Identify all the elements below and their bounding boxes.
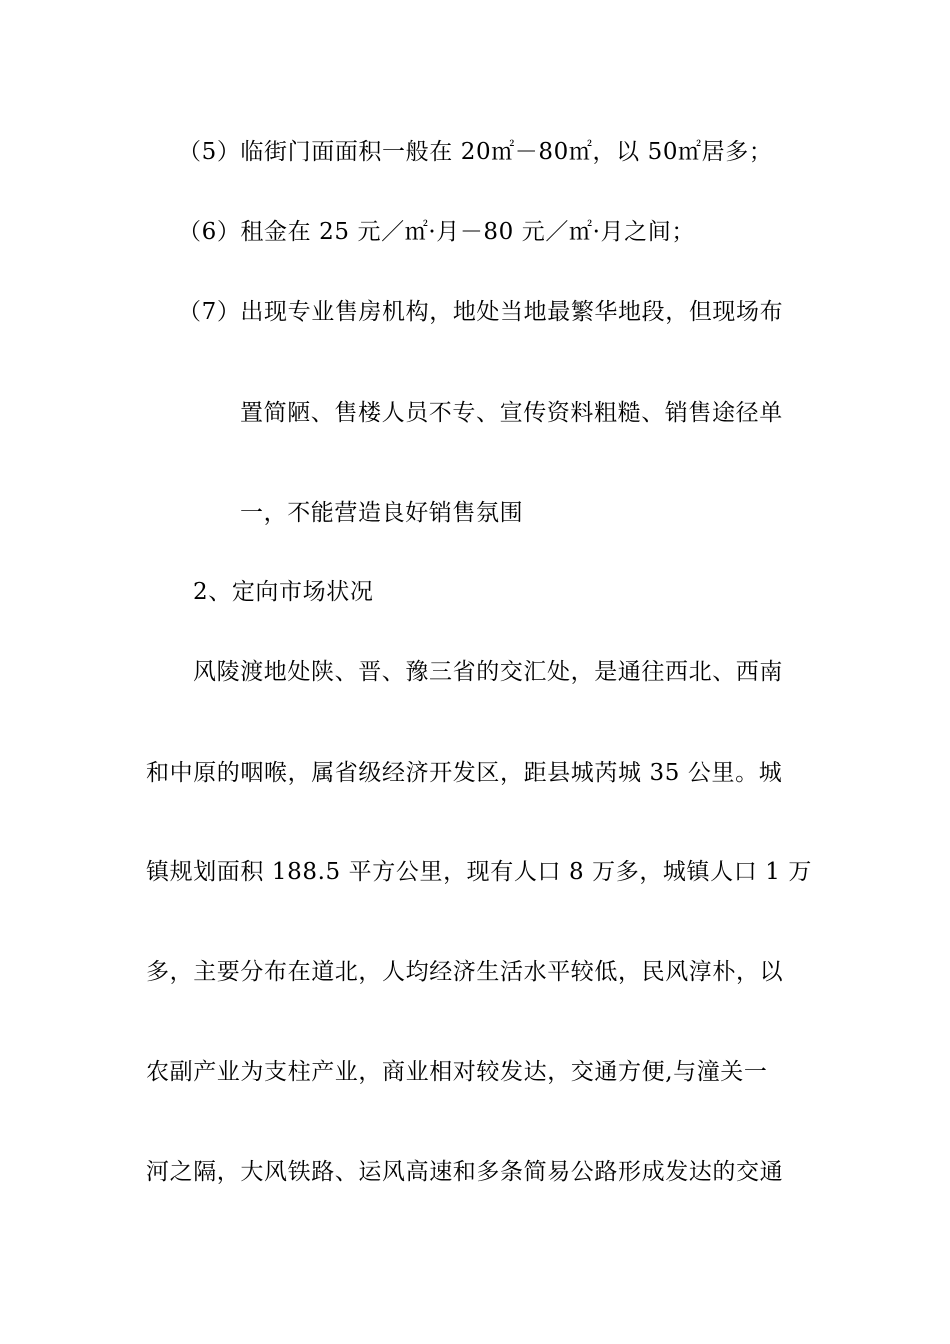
paragraph-line: 镇规划面积 188.5 平方公里，现有人口 8 万多，城镇人口 1 万 [146,859,812,885]
paragraph-line: 风陵渡地处陕、晋、豫三省的交汇处，是通往西北、西南 [193,659,783,685]
paragraph-line: 和中原的咽喉，属省级经济开发区，距县城芮城 35 公里。城 [146,760,783,786]
paragraph-line: 农副产业为支柱产业，商业相对较发达，交通方便,与潼关一 [146,1059,768,1085]
list-item-7-continued: 一，不能营造良好销售氛围 [240,500,524,526]
list-item-7: （7）出现专业售房机构，地处当地最繁华地段，但现场布 [178,299,784,325]
section-heading: 2、定向市场状况 [193,579,374,605]
list-item-5: （5）临街门面面积一般在 20㎡－80㎡，以 50㎡居多； [178,139,773,165]
paragraph-line: 多，主要分布在道北，人均经济生活水平较低，民风淳朴，以 [146,959,784,985]
paragraph-line: 河之隔，大风铁路、运风高速和多条简易公路形成发达的交通 [146,1159,784,1185]
list-item-7-continued: 置简陋、售楼人员不专、宣传资料粗糙、销售途径单 [240,400,783,426]
list-item-6: （6）租金在 25 元／㎡·月－80 元／㎡·月之间； [178,219,695,245]
